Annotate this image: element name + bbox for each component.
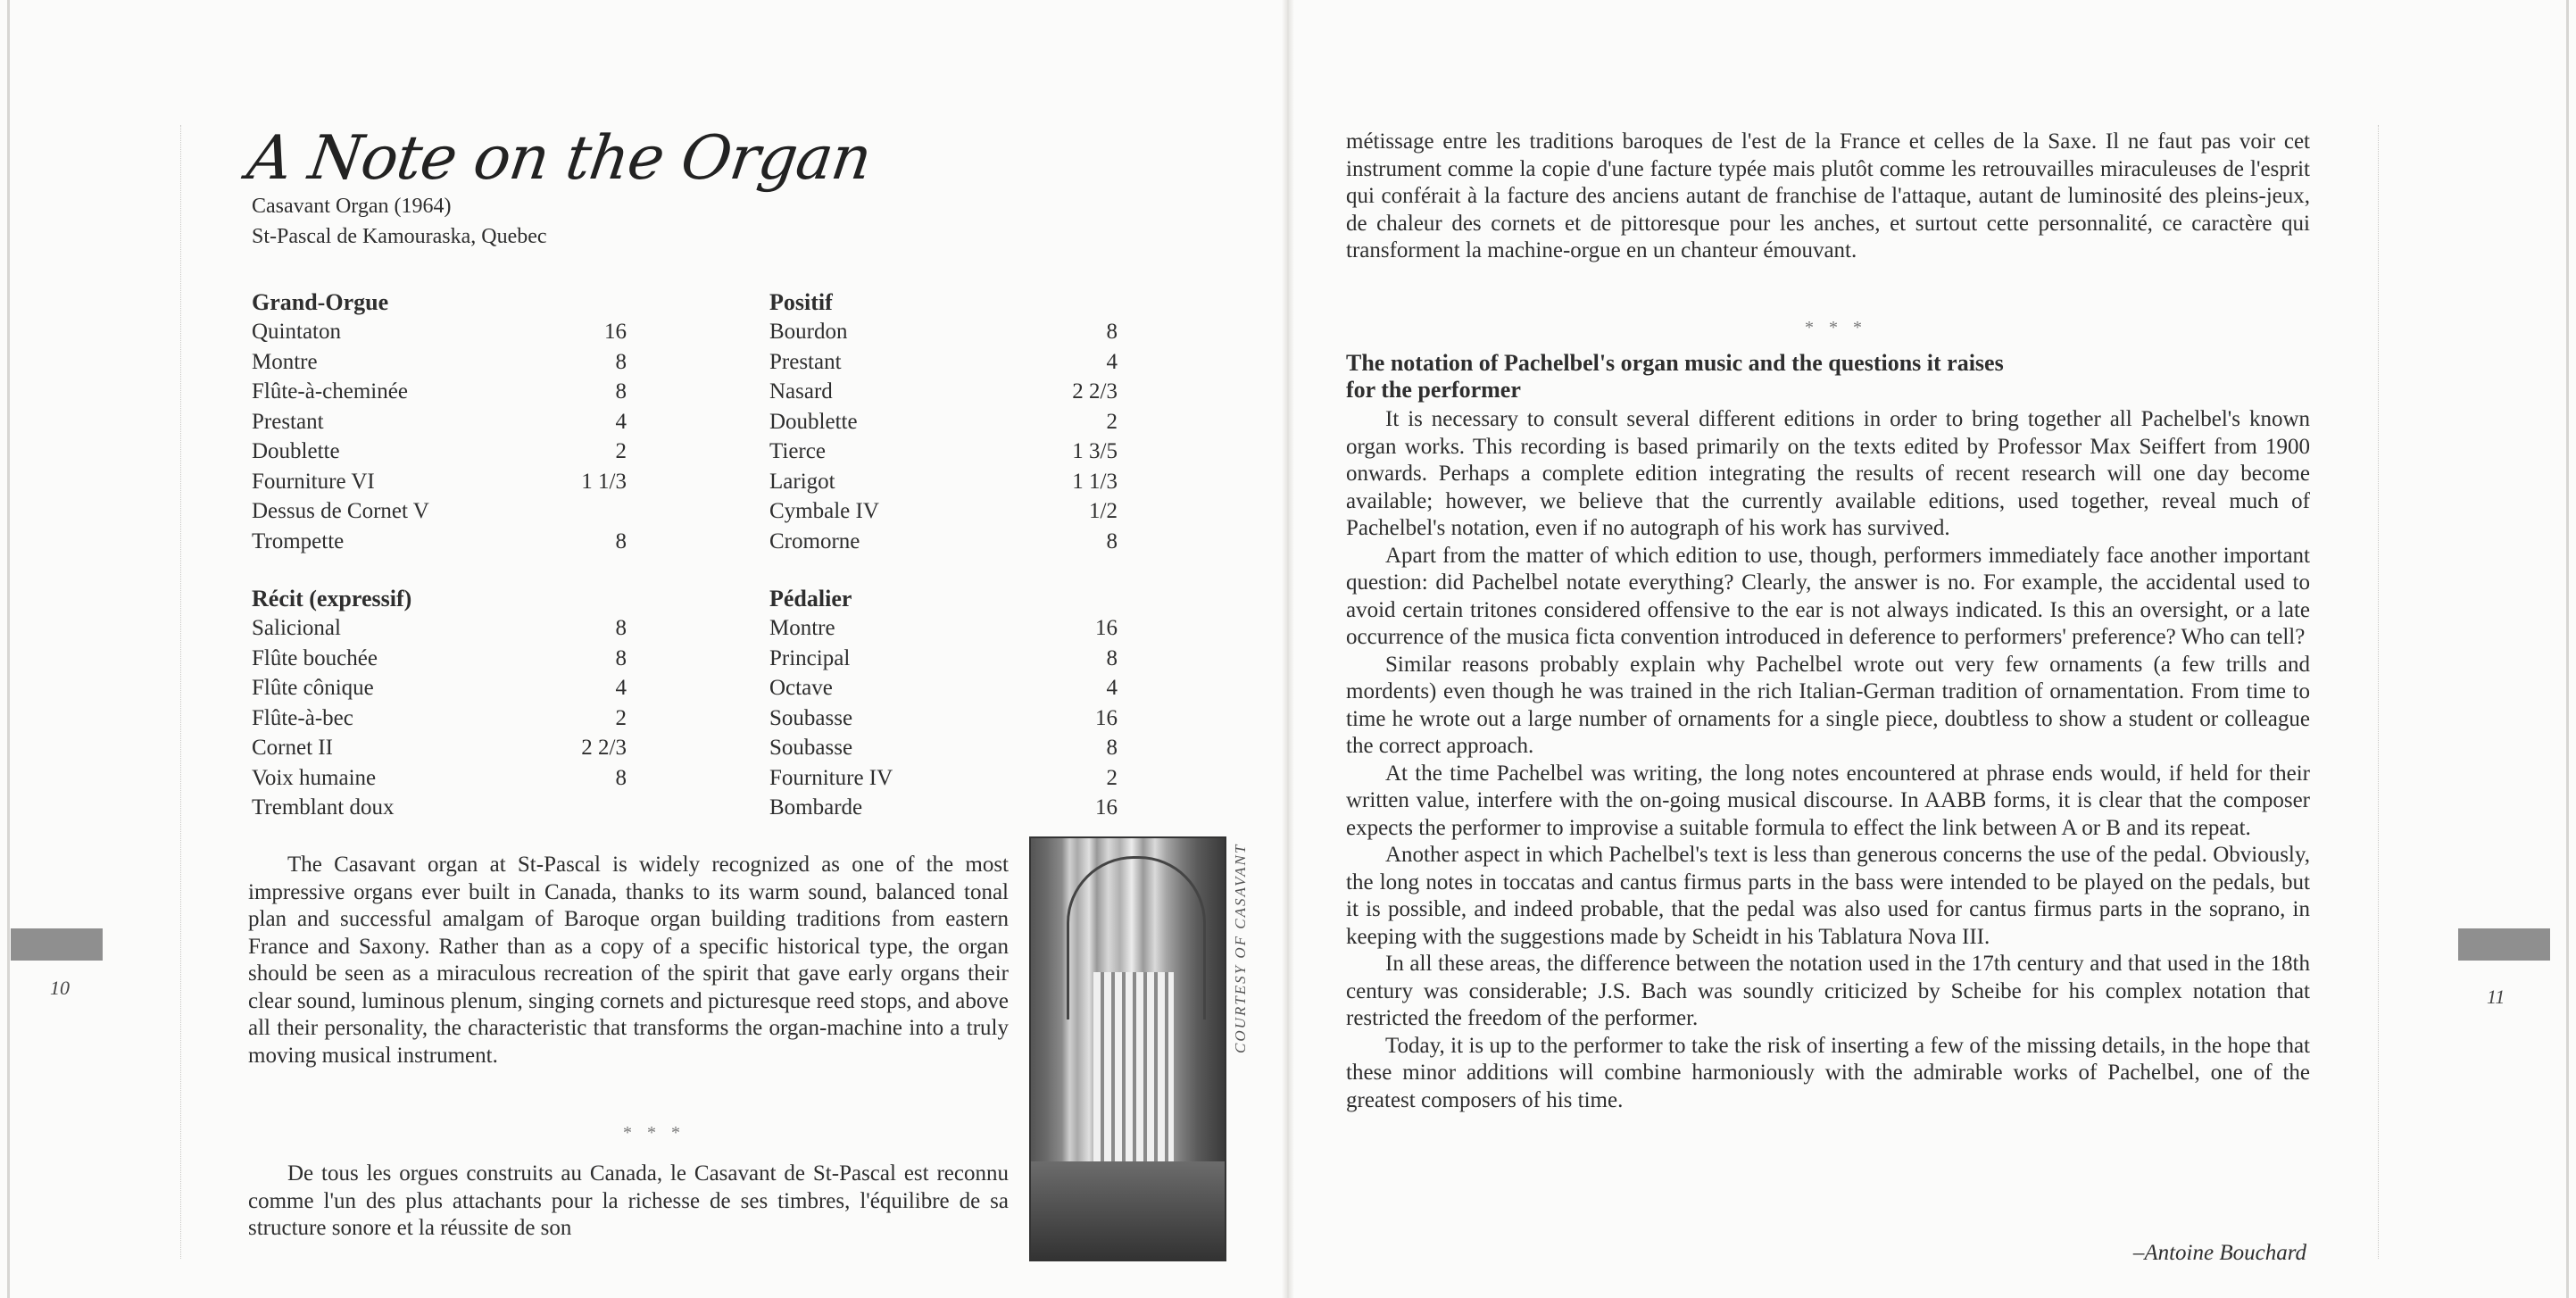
stop-row <box>252 527 627 557</box>
division-recit <box>252 584 627 823</box>
stop-row <box>769 613 1118 644</box>
stop-name: Prestant <box>769 349 842 374</box>
stop-row <box>769 703 1118 734</box>
stop-pitch: 8 <box>615 616 627 640</box>
essay-paragraph: At the time Pachelbel was writing, the long notes encountered at phrase ends would, if held for their written value, interfere with the on-going musical discourse. In AABB forms, it is clear that the composer expects the performer to improvise a suitable formula to effect the link between A or B and its repeat. <box>1346 761 2310 840</box>
stop-name: Flûte cônique <box>252 676 374 700</box>
stop-pitch: 2 2/3 <box>1072 379 1118 404</box>
division-positif <box>769 287 1118 556</box>
organ-description-fr <box>248 1161 1009 1243</box>
left-page-number: 10 <box>50 977 70 999</box>
stop-pitch: 2 <box>1106 409 1118 434</box>
stop-name: Cornet II <box>252 736 333 760</box>
stop-pitch: 2 <box>1106 765 1118 790</box>
stop-name: Montre <box>252 349 318 374</box>
stop-name: Tierce <box>769 439 826 463</box>
stop-name: Soubasse <box>769 705 853 730</box>
stop-pitch: 16 <box>604 320 627 344</box>
stop-name: Flûte-à-bec <box>252 705 353 730</box>
right-edge <box>2566 0 2569 1298</box>
section-heading-line-1: The notation of Pachelbel's organ music and the questions it raises <box>1346 350 2004 376</box>
stop-name: Bombarde <box>769 795 863 820</box>
stop-pitch: 2 <box>615 439 627 463</box>
stop-row <box>769 673 1118 703</box>
stop-name: Fourniture VI <box>252 469 375 494</box>
left-page-tab <box>11 928 103 961</box>
section-heading-line-2: for the performer <box>1346 377 1521 403</box>
page-title: A Note on the Organ <box>243 123 876 194</box>
right-page-tab <box>2458 928 2550 961</box>
organ-description-fr-continued <box>1346 129 2310 265</box>
stop-name: Prestant <box>252 409 324 434</box>
stop-name: Trompette <box>252 528 345 553</box>
essay-paragraph: In all these areas, the difference between the notation used in the 17th century and that used in the 18th century was considerable; J.S. Bach was soundly criticized by Scheibe for his complex notation that restricted the freedom of the performer. <box>1346 952 2310 1030</box>
stop-name: Doublette <box>252 439 340 463</box>
stop-pitch: 16 <box>1095 616 1118 640</box>
photo-pipes <box>1093 972 1174 1169</box>
stop-pitch: 4 <box>1106 676 1118 700</box>
stop-row <box>252 347 627 378</box>
stop-name: Montre <box>769 616 835 640</box>
paragraph-en: The Casavant organ at St-Pascal is widely recognized as one of the most impressive organs ever built in Canada, thanks to its warm sound, balanced tonal plan and successful amalgam of Baroque organ building traditions from eastern France and Saxony. Rather than as a copy of a specific historical type, the organ should be seen as a miraculous recreation of the spirit that gave early organs their clear sound, luminous plenum, singing cornets and picturesque reed stops, and above all their personality, the characteristic that transforms the organ-machine into a truly moving musical instrument. <box>248 853 1009 1068</box>
stop-pitch: 8 <box>615 645 627 670</box>
stop-name: Fourniture IV <box>769 765 893 790</box>
stop-name: Larigot <box>769 469 835 494</box>
stop-row <box>769 763 1118 794</box>
stop-row <box>252 496 627 527</box>
stop-row <box>769 437 1118 467</box>
stop-name: Octave <box>769 676 833 700</box>
stop-pitch: 1 1/3 <box>581 469 627 494</box>
division-grand-orgue <box>252 287 627 556</box>
stop-pitch: 2 2/3 <box>581 736 627 760</box>
left-edge <box>7 0 10 1298</box>
photo-floor <box>1031 1161 1225 1260</box>
essay-paragraph: Today, it is up to the performer to take the risk of inserting a few of the missing details, in the hope that these minor additions will combine harmoniously with the admirable works of Pachelbel, one of the greatest composers of his time. <box>1346 1033 2310 1112</box>
stop-name: Doublette <box>769 409 858 434</box>
paragraph-fr-cont: métissage entre les traditions baroques de l'est de la France et celles de la Saxe. Il ne faut pas voir cet instrument comme la copie d'une facture typée mais plutôt comme les retrouvailles miraculeuses de l'esprit qui conférait à la facture des anciens autant de franchise de l'attaque, autant de luminosité des pleins-jeux, de chaleur des cornets et de pittoresque pour les anches, et surtout cette personnalité, ce caractère qui transforment la machine-orgue en un chanteur émouvant. <box>1346 129 2310 262</box>
essay-paragraph: Apart from the matter of which edition to use, though, performers immediately face another important question: did Pachelbel notate everything? Clearly, the answer is no. For example, the accidental used to avoid certain tritones considered offensive to the ear is not always indicated. Is this an oversight, or a late occurrence of the musica ficta convention introduced in deference to performers' preference? Who can tell? <box>1346 543 2310 649</box>
stop-row <box>252 673 627 703</box>
stop-name: Cymbale IV <box>769 499 879 523</box>
division-heading: Pédalier <box>769 586 852 612</box>
separator-stars-right: * * * <box>1805 318 1867 337</box>
division-pedalier <box>769 584 1118 823</box>
stop-row <box>252 644 627 674</box>
stop-row <box>252 407 627 437</box>
stop-row <box>769 496 1118 527</box>
stop-row <box>252 793 627 823</box>
stop-pitch: 8 <box>1106 528 1118 553</box>
stop-name: Voix humaine <box>252 765 377 790</box>
stop-pitch: 16 <box>1095 795 1118 820</box>
organ-description-en <box>248 852 1009 1069</box>
stop-row <box>769 347 1118 378</box>
stop-pitch: 8 <box>615 379 627 404</box>
stop-name: Principal <box>769 645 851 670</box>
stop-pitch: 8 <box>615 349 627 374</box>
stop-pitch: 1 1/3 <box>1072 469 1118 494</box>
stop-row <box>769 733 1118 763</box>
right-margin-guide <box>2378 125 2379 1259</box>
stop-pitch: 8 <box>1106 736 1118 760</box>
stop-name: Dessus de Cornet V <box>252 499 429 523</box>
subtitle-line-1: Casavant Organ (1964) <box>252 195 452 218</box>
stop-name: Nasard <box>769 379 833 404</box>
stop-name: Cromorne <box>769 528 860 553</box>
book-gutter <box>1282 0 1294 1298</box>
separator-stars-left: * * * <box>623 1123 686 1143</box>
stop-pitch: 1 3/5 <box>1072 439 1118 463</box>
division-heading: Positif <box>769 289 833 315</box>
stop-name: Quintaton <box>252 320 341 344</box>
stop-pitch: 1/2 <box>1089 499 1118 523</box>
stop-name: Bourdon <box>769 320 848 344</box>
stop-row <box>252 763 627 794</box>
stop-pitch: 8 <box>1106 320 1118 344</box>
stop-pitch: 4 <box>615 409 627 434</box>
stop-pitch: 16 <box>1095 705 1118 730</box>
stop-name: Flûte-à-cheminée <box>252 379 408 404</box>
stop-row <box>252 437 627 467</box>
stop-row <box>252 377 627 407</box>
stop-row <box>769 317 1118 347</box>
paragraph-fr: De tous les orgues construits au Canada, le Casavant de St-Pascal est reconnu comme l'un des plus attachants pour la richesse de ses timbres, l'équilibre de sa structure sonore et la réussite de son <box>248 1161 1009 1240</box>
stop-pitch: 4 <box>615 676 627 700</box>
essay-paragraph: Similar reasons probably explain why Pachelbel wrote out very few ornaments (a few trills and mordents) even though he was trained in the rich Italian-German tradition of ornamentation. From time to time he wrote out a large number of ornaments for a single piece, doubtless to show a student or colleague the correct approach. <box>1346 652 2310 758</box>
author-signature: –Antoine Bouchard <box>2132 1241 2306 1265</box>
stop-pitch: 8 <box>615 765 627 790</box>
stop-pitch: 8 <box>615 528 627 553</box>
stop-name: Salicional <box>252 616 341 640</box>
stop-row <box>252 703 627 734</box>
stop-name: Flûte bouchée <box>252 645 378 670</box>
stop-row <box>252 467 627 497</box>
organ-photo <box>1029 836 1226 1261</box>
stop-row <box>769 793 1118 823</box>
subtitle-line-2: St-Pascal de Kamouraska, Quebec <box>252 225 547 248</box>
stop-row <box>769 377 1118 407</box>
stop-pitch: 8 <box>1106 645 1118 670</box>
left-margin-guide <box>180 125 181 1259</box>
stop-row <box>252 613 627 644</box>
stop-name: Tremblant doux <box>252 795 395 820</box>
essay-paragraph: Another aspect in which Pachelbel's text is less than generous concerns the use of the pedal. Obviously, the long notes in toccatas and cantus firmus parts in the bass were intended to be played on the pedals, but it is possible, and indeed probable, that the pedal was also used for cantus firmus parts in the soprano, in keeping with the suggestions made by Scheidt in his Tablatura Nova III. <box>1346 843 2310 949</box>
division-heading: Grand-Orgue <box>252 289 389 315</box>
stop-row <box>769 527 1118 557</box>
photo-credit: COURTESY OF CASAVANT <box>1232 843 1249 1053</box>
stop-row <box>252 733 627 763</box>
stop-name: Soubasse <box>769 736 853 760</box>
stop-pitch: 2 <box>615 705 627 730</box>
division-heading: Récit (expressif) <box>252 586 412 612</box>
essay-paragraph: It is necessary to consult several different editions in order to bring together all Pachelbel's known organ works. This recording is based primarily on the texts edited by Professor Max Seiffert from 1900 onwards. Perhaps a complete edition integrating the results of recent research will one day become available; however, we believe that the currently available editions, used together, reveal much of Pachelbel's notation, even if no autograph of his work has survived. <box>1346 407 2310 540</box>
stop-pitch: 4 <box>1106 349 1118 374</box>
stop-row <box>769 467 1118 497</box>
right-page-number: 11 <box>2487 986 2505 1008</box>
stop-row <box>769 407 1118 437</box>
stop-row <box>252 317 627 347</box>
notation-essay <box>1346 406 2310 1114</box>
stop-row <box>769 644 1118 674</box>
